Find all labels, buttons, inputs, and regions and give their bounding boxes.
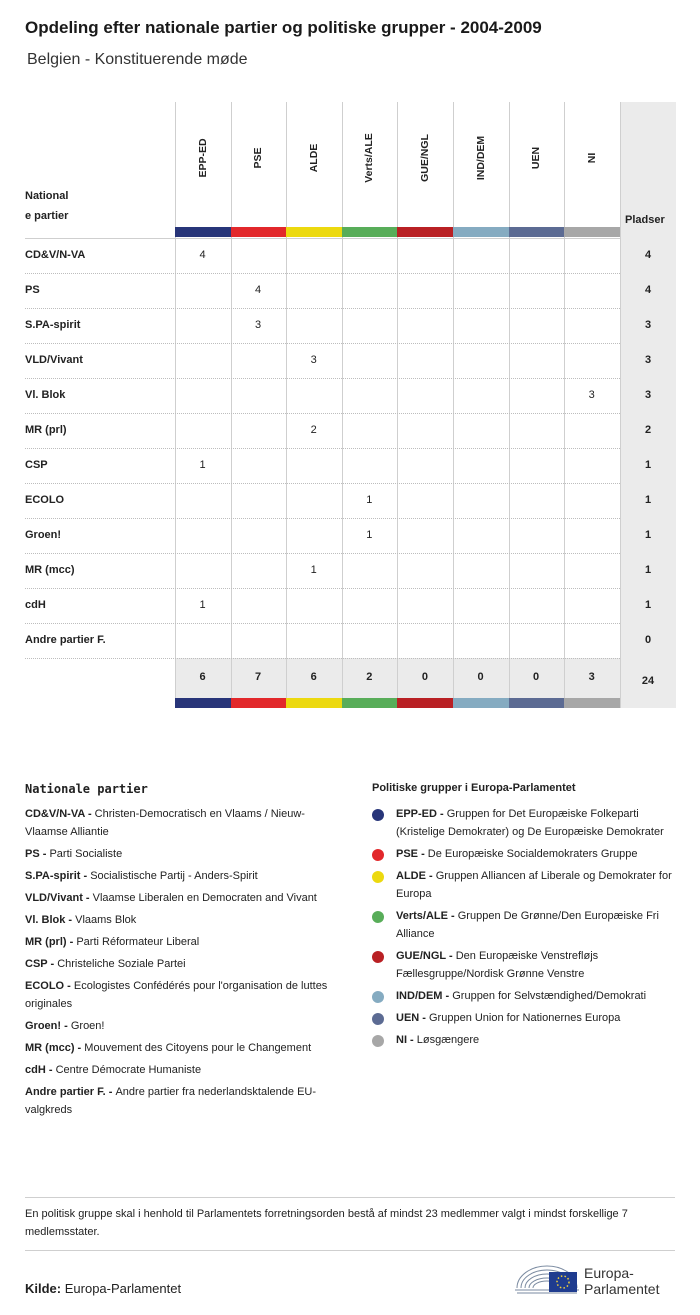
party-abbr: VLD/Vivant - — [25, 892, 93, 904]
party-total: 3 — [644, 319, 652, 331]
party-full-name: Ecologistes Confédérés pour l'organisation de luttes originales — [25, 980, 328, 1010]
group-header-label: NI — [585, 152, 598, 164]
party-legend-item — [25, 1083, 345, 1119]
group-abbr: ALDE - — [396, 870, 436, 882]
row-divider — [25, 658, 620, 659]
row-divider — [25, 308, 620, 309]
group-color-bar — [342, 698, 398, 708]
group-header — [231, 102, 286, 227]
seat-count: 4 — [199, 249, 206, 261]
group-color-bar — [286, 698, 342, 708]
group-header — [397, 102, 452, 227]
party-name: Groen! — [25, 529, 62, 541]
group-legend-item — [372, 805, 672, 841]
seat-count: 3 — [310, 354, 317, 366]
group-color-dot-icon — [372, 1035, 384, 1047]
group-color-bar — [564, 227, 620, 237]
party-legend-item — [25, 977, 345, 1013]
group-abbr: Verts/ALE - — [396, 910, 458, 922]
group-abbr: GUE/NGL - — [396, 950, 456, 962]
group-color-bar — [175, 698, 231, 708]
party-abbr: S.PA-spirit - — [25, 870, 91, 882]
group-color-dot-icon — [372, 849, 384, 861]
party-abbr: MR (prl) - — [25, 936, 77, 948]
group-abbr: PSE - — [396, 848, 428, 860]
group-total: 0 — [533, 671, 540, 683]
party-abbr: cdH - — [25, 1064, 56, 1076]
group-header — [564, 102, 619, 227]
group-legend-item — [372, 907, 672, 943]
party-name: MR (mcc) — [25, 564, 75, 576]
party-full-name: Parti Réformateur Liberal — [76, 936, 200, 948]
party-total: 1 — [644, 529, 652, 541]
group-total: 6 — [310, 671, 317, 683]
group-color-bar — [564, 698, 620, 708]
group-total: 2 — [366, 671, 373, 683]
party-name: PS — [25, 284, 40, 296]
page-title: Opdeling efter nationale partier og politiske grupper - 2004-2009 — [25, 18, 542, 37]
group-header-label: PSE — [252, 147, 265, 169]
party-abbr: PS - — [25, 848, 50, 860]
seats-column-background — [620, 102, 676, 708]
group-color-bar — [397, 227, 453, 237]
group-legend-item — [372, 947, 672, 983]
group-full-name: Gruppen Alliancen af Liberale og Demokrater for Europa — [396, 870, 672, 900]
divider — [25, 1197, 675, 1198]
group-total: 3 — [588, 671, 595, 683]
seat-count: 1 — [366, 529, 373, 541]
party-abbr: Vl. Blok - — [25, 914, 76, 926]
seats-header: Pladser — [625, 214, 665, 226]
group-header — [342, 102, 397, 227]
row-divider — [25, 343, 620, 344]
group-total: 6 — [199, 671, 206, 683]
seat-count: 1 — [199, 599, 206, 611]
group-color-bar — [231, 227, 287, 237]
source-label: Kilde: — [25, 1281, 62, 1296]
row-divider — [25, 623, 620, 624]
party-legend-item — [25, 1061, 345, 1079]
party-name: Andre partier F. — [25, 634, 106, 646]
party-full-name: Parti Socialiste — [49, 848, 123, 860]
group-legend-title: Politiske grupper i Europa-Parlamentet — [372, 782, 576, 794]
party-name: Vl. Blok — [25, 389, 66, 401]
seat-count: 3 — [255, 319, 262, 331]
party-abbr: Groen! - — [25, 1020, 71, 1032]
row-divider — [25, 518, 620, 519]
party-total: 1 — [644, 599, 652, 611]
group-full-name: Gruppen Union for Nationernes Europa — [429, 1012, 621, 1024]
footnote: En politisk gruppe skal i henhold til Parlamentets forretningsorden bestå af mindst 23 medlemmer valgt i mindst forskellige 7 medlemsstater. — [25, 1208, 628, 1238]
row-divider — [25, 588, 620, 589]
group-header-label: IND/DEM — [474, 135, 487, 181]
party-legend-item — [25, 845, 345, 863]
party-name: cdH — [25, 599, 46, 611]
party-total: 3 — [644, 354, 652, 366]
group-abbr: EPP-ED - — [396, 808, 447, 820]
group-full-name: Gruppen for Selvstændighed/Demokrati — [452, 990, 647, 1002]
seat-count: 1 — [310, 564, 317, 576]
group-color-dot-icon — [372, 871, 384, 883]
group-color-bar — [509, 227, 565, 237]
party-legend-item — [25, 911, 345, 929]
seat-count: 4 — [255, 284, 262, 296]
party-full-name: Christeliche Soziale Partei — [57, 958, 186, 970]
group-color-dot-icon — [372, 1013, 384, 1025]
group-full-name: Gruppen De Grønne/Den Europæiske Fri Alliance — [396, 910, 659, 940]
group-color-bar — [231, 698, 287, 708]
party-total: 3 — [644, 389, 652, 401]
group-full-name: Den Europæiske Venstrefløjs Fællesgruppe/Nordisk Grønne Venstre — [396, 950, 599, 980]
party-legend-title: Nationale partier — [25, 782, 148, 796]
grid-line — [620, 102, 621, 708]
party-total: 4 — [644, 284, 652, 296]
group-color-bar — [453, 227, 509, 237]
party-legend — [25, 805, 345, 1123]
party-legend-item — [25, 867, 345, 885]
party-legend-item — [25, 955, 345, 973]
group-legend-item — [372, 1031, 672, 1049]
party-legend-item — [25, 889, 345, 907]
grand-total: 24 — [641, 675, 655, 687]
group-full-name: Løsgængere — [416, 1034, 480, 1046]
group-header-label: EPP-ED — [196, 138, 209, 178]
party-full-name: Centre Démocrate Humaniste — [55, 1064, 202, 1076]
party-name: CD&V/N-VA — [25, 249, 86, 261]
party-total: 2 — [644, 424, 652, 436]
group-abbr: UEN - — [396, 1012, 429, 1024]
party-abbr: Andre partier F. - — [25, 1086, 116, 1098]
national-parties-header: National e partier — [25, 190, 69, 222]
party-legend-item — [25, 805, 345, 841]
group-color-bar — [397, 698, 453, 708]
party-name: ECOLO — [25, 494, 65, 506]
group-color-bar — [509, 698, 565, 708]
group-color-bar — [175, 227, 231, 237]
divider — [25, 1250, 675, 1251]
row-divider — [25, 553, 620, 554]
group-header-label: GUE/NGL — [418, 134, 431, 182]
row-divider — [25, 413, 620, 414]
seat-count: 3 — [588, 389, 595, 401]
group-color-dot-icon — [372, 951, 384, 963]
party-full-name: Vlaams Blok — [75, 914, 137, 926]
group-legend — [372, 805, 672, 1053]
group-full-name: De Europæiske Socialdemokraters Gruppe — [427, 848, 638, 860]
party-legend-item — [25, 1017, 345, 1035]
row-divider — [25, 273, 620, 274]
group-header — [286, 102, 341, 227]
party-name: MR (prl) — [25, 424, 67, 436]
group-color-bar — [286, 227, 342, 237]
source-value: Europa-Parlamentet — [61, 1281, 182, 1296]
row-divider — [25, 483, 620, 484]
party-full-name: Groen! — [70, 1020, 105, 1032]
party-total: 1 — [644, 494, 652, 506]
group-legend-item — [372, 1009, 672, 1027]
party-total: 0 — [644, 634, 652, 646]
group-total: 0 — [421, 671, 428, 683]
party-abbr: CD&V/N-VA - — [25, 808, 95, 820]
group-color-dot-icon — [372, 991, 384, 1003]
source-credit — [25, 1281, 181, 1296]
group-color-bar — [342, 227, 398, 237]
group-header-label: UEN — [530, 146, 543, 170]
group-color-dot-icon — [372, 911, 384, 923]
party-abbr: CSP - — [25, 958, 58, 970]
party-full-name: Christen-Democratisch en Vlaams / Nieuw-Vlaamse Alliantie — [25, 808, 305, 838]
row-divider — [25, 378, 620, 379]
party-name: CSP — [25, 459, 48, 471]
party-total: 1 — [644, 564, 652, 576]
party-legend-item — [25, 1039, 345, 1057]
group-legend-item — [372, 987, 672, 1005]
group-color-dot-icon — [372, 809, 384, 821]
party-full-name: Mouvement des Citoyens pour le Changement — [84, 1042, 312, 1054]
group-abbr: IND/DEM - — [396, 990, 453, 1002]
party-abbr: MR (mcc) - — [25, 1042, 85, 1054]
group-color-bar — [453, 698, 509, 708]
group-full-name: Gruppen for Det Europæiske Folkeparti (Kristelige Demokrater) og De Europæiske Demokrater — [396, 808, 664, 838]
group-header — [509, 102, 564, 227]
party-total: 4 — [644, 249, 652, 261]
group-total: 0 — [477, 671, 484, 683]
europarl-logo-text: Europa- Parlamentet — [584, 1265, 660, 1297]
party-name: VLD/Vivant — [25, 354, 83, 366]
group-header — [175, 102, 230, 227]
seat-count: 1 — [199, 459, 206, 471]
group-legend-item — [372, 845, 672, 863]
row-divider — [25, 448, 620, 449]
row-divider — [25, 238, 620, 239]
party-full-name: Vlaamse Liberalen en Democraten and Vivant — [92, 892, 317, 904]
group-header — [453, 102, 508, 227]
group-abbr: NI - — [396, 1034, 417, 1046]
party-name: S.PA-spirit — [25, 319, 81, 331]
party-full-name: Andre partier fra nederlandsktalende EU-valgkreds — [25, 1086, 317, 1116]
group-legend-item — [372, 867, 672, 903]
group-header-label: ALDE — [307, 143, 320, 173]
group-header-label: Verts/ALE — [363, 133, 376, 183]
party-abbr: ECOLO - — [25, 980, 74, 992]
party-total: 1 — [644, 459, 652, 471]
page-subtitle: Belgien - Konstituerende møde — [27, 51, 248, 68]
seat-count: 2 — [310, 424, 317, 436]
party-full-name: Socialistische Partij - Anders-Spirit — [90, 870, 258, 882]
group-total: 7 — [255, 671, 262, 683]
party-legend-item — [25, 933, 345, 951]
seat-count: 1 — [366, 494, 373, 506]
